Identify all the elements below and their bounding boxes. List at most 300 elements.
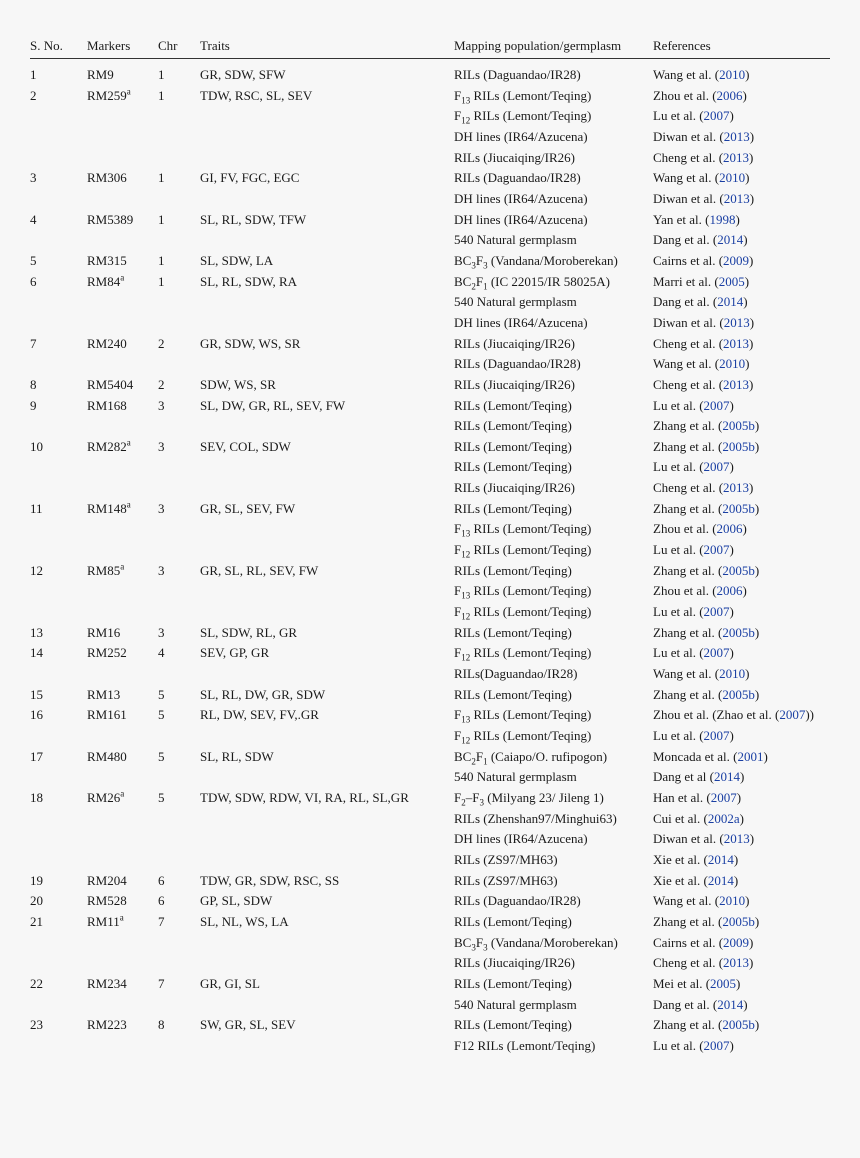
cell-sno: 22 xyxy=(30,975,43,991)
cell-population: RILs (Daguandao/IR28) xyxy=(454,67,581,82)
cell-reference xyxy=(653,871,830,892)
cell-chr: 2 xyxy=(158,376,165,392)
cell-traits: SEV, COL, SDW xyxy=(200,438,291,454)
cell-marker xyxy=(87,59,158,86)
cell-chr xyxy=(158,230,200,251)
reference-year-link[interactable]: 2013 xyxy=(723,190,750,206)
cell-traits xyxy=(200,664,454,685)
reference-authors: Yan et al. ( xyxy=(653,211,710,227)
reference-year-link[interactable]: 2013 xyxy=(723,314,750,330)
cell-sno xyxy=(30,416,87,437)
reference-year-link[interactable]: 2006 xyxy=(716,87,743,103)
cell-population: $F_{13}$ RILs (Lemont/Teqing) xyxy=(454,521,592,540)
reference-close: ) xyxy=(729,108,734,124)
reference-year-link[interactable]: 2009 xyxy=(723,252,750,268)
reference-authors: Diwan et al. ( xyxy=(653,314,724,330)
cell-population: $BC_2F_1$ (Caiapo/O. rufipogon) xyxy=(454,748,608,767)
reference-year-link[interactable]: 2014 xyxy=(707,851,734,867)
reference-year-link[interactable]: 1998 xyxy=(709,211,736,227)
cell-reference xyxy=(653,561,830,582)
table-row xyxy=(30,767,830,788)
cell-population: RILs (ZS97/MH63) xyxy=(454,851,558,867)
cell-reference xyxy=(653,292,830,313)
cell-marker xyxy=(87,933,158,954)
reference-close: ) xyxy=(729,1037,734,1053)
cell-marker xyxy=(87,705,158,726)
table-row xyxy=(30,1015,830,1036)
reference-authors: Lu et al. ( xyxy=(653,459,704,475)
cell-sno xyxy=(30,313,87,334)
reference-year-link[interactable]: 2013 xyxy=(723,376,750,392)
reference-year-link[interactable]: 2013 xyxy=(723,128,750,144)
reference-close: ) xyxy=(754,1017,760,1033)
reference-close: ) xyxy=(742,521,747,537)
cell-sno xyxy=(30,726,87,747)
reference-authors: Diwan et al. ( xyxy=(653,128,724,144)
cell-population: $BC_3F_3$ (Vandana/Moroberekan) xyxy=(454,252,618,271)
marker-name: RM259 xyxy=(87,87,127,103)
reference-authors: Zhang et al. ( xyxy=(653,1017,723,1033)
cell-reference xyxy=(653,581,830,602)
marker-name: RM161 xyxy=(87,707,127,723)
reference-close: ) xyxy=(729,728,734,743)
reference-year-link[interactable]: 2013 xyxy=(723,335,750,351)
cell-reference xyxy=(653,478,830,499)
cell-population: $F_{13}$ RILs (Lemont/Teqing) xyxy=(454,583,592,601)
cell-marker xyxy=(87,953,158,974)
cell-population: RILs (Lemont/Teqing) xyxy=(454,397,572,413)
marker-footnote: a xyxy=(126,437,131,448)
cell-sno xyxy=(30,809,87,830)
reference-year-link[interactable]: 2007 xyxy=(703,542,730,558)
reference-close: ) xyxy=(754,624,760,640)
cell-marker xyxy=(87,416,158,437)
cell-reference xyxy=(653,643,830,664)
reference-authors: Cheng et al. ( xyxy=(653,376,724,392)
reference-year-link[interactable]: 2007 xyxy=(779,707,806,723)
reference-authors: Zhang et al. ( xyxy=(653,562,723,578)
reference-year-link[interactable]: 2005b xyxy=(722,624,755,640)
cell-traits: TDW, GR, SDW, RSC, SS xyxy=(200,872,340,888)
cell-population: $F_{12}$ RILs (Lemont/Teqing) xyxy=(454,645,592,663)
cell-sno xyxy=(30,189,87,210)
marker-name: RM306 xyxy=(87,170,127,186)
reference-close: ) xyxy=(749,190,755,206)
cell-population: DH lines (IR64/Azucena) xyxy=(454,211,588,227)
marker-name: RM204 xyxy=(87,872,127,888)
marker-name: RM9 xyxy=(87,67,114,82)
cell-chr xyxy=(158,292,200,313)
reference-year-link[interactable]: 2007 xyxy=(703,108,730,124)
cell-sno xyxy=(30,457,87,478)
reference-year-link[interactable]: 2001 xyxy=(737,748,764,764)
cell-chr: 1 xyxy=(158,273,165,289)
reference-year-link[interactable]: 2010 xyxy=(719,666,746,682)
reference-close: ) xyxy=(754,562,760,578)
marker-footnote: a xyxy=(126,499,131,510)
reference-close: ) xyxy=(754,913,760,929)
table-row xyxy=(30,891,830,912)
table-row xyxy=(30,416,830,437)
reference-close: ) xyxy=(736,789,742,805)
table-row xyxy=(30,437,830,458)
reference-close: ) xyxy=(749,335,754,351)
cell-sno: 13 xyxy=(30,624,43,640)
cell-reference xyxy=(653,189,830,210)
marker-name: RM234 xyxy=(87,975,127,991)
cell-sno: 20 xyxy=(30,893,43,909)
cell-reference xyxy=(653,86,830,107)
cell-sno: 21 xyxy=(30,913,43,929)
cell-reference xyxy=(653,788,830,809)
cell-marker xyxy=(87,189,158,210)
cell-traits xyxy=(200,602,454,623)
cell-reference xyxy=(653,519,830,540)
cell-marker xyxy=(87,334,158,355)
cell-marker xyxy=(87,561,158,582)
reference-year-link[interactable]: 2013 xyxy=(723,480,750,496)
reference-authors: Zhou et al. ( xyxy=(653,521,717,537)
reference-year-link[interactable]: 2010 xyxy=(719,356,746,372)
table-row xyxy=(30,59,830,86)
cell-reference xyxy=(653,705,830,726)
cell-traits xyxy=(200,850,454,871)
reference-close: ) xyxy=(743,996,748,1012)
cell-chr: 5 xyxy=(158,707,165,723)
reference-year-link[interactable]: 2014 xyxy=(717,232,744,248)
header-population: Mapping population/germplasm xyxy=(454,38,622,53)
reference-close: ) xyxy=(745,893,750,909)
cell-traits: TDW, SDW, RDW, VI, RA, RL, SL,GR xyxy=(200,789,409,805)
reference-year-link[interactable]: 2006 xyxy=(716,583,743,599)
cell-population: $BC_3F_3$ (Vandana/Moroberekan) xyxy=(454,934,618,953)
reference-close: ) xyxy=(740,769,745,785)
cell-chr xyxy=(158,726,200,747)
reference-authors: Cheng et al. ( xyxy=(653,480,724,496)
cell-marker xyxy=(87,519,158,540)
cell-traits: SL, RL, SDW, TFW xyxy=(200,211,307,227)
reference-year-link[interactable]: 2007 xyxy=(703,459,730,475)
cell-traits: GR, SDW, WS, SR xyxy=(200,335,301,351)
cell-marker xyxy=(87,272,158,293)
cell-traits xyxy=(200,540,454,561)
reference-authors: Mei et al. ( xyxy=(653,975,711,991)
cell-chr: 5 xyxy=(158,748,165,764)
cell-traits: SL, SDW, LA xyxy=(200,252,274,268)
cell-chr: 7 xyxy=(158,913,165,929)
cell-sno xyxy=(30,1036,87,1057)
cell-marker xyxy=(87,788,158,809)
cell-population: $F_{12}$ RILs (Lemont/Teqing) xyxy=(454,728,592,746)
cell-population: F12 RILs (Lemont/Teqing) xyxy=(454,1037,596,1053)
cell-sno xyxy=(30,148,87,169)
cell-sno xyxy=(30,519,87,540)
cell-population: RILs (Lemont/Teqing) xyxy=(454,500,572,516)
cell-reference xyxy=(653,148,830,169)
cell-chr xyxy=(158,189,200,210)
reference-close: ) xyxy=(729,604,734,620)
reference-year-link[interactable]: 2007 xyxy=(703,397,730,413)
cell-chr xyxy=(158,457,200,478)
cell-sno xyxy=(30,829,87,850)
cell-traits: GR, SL, SEV, FW xyxy=(200,500,296,516)
reference-year-link[interactable]: 2013 xyxy=(723,831,750,847)
cell-traits: SL, RL, SDW, RA xyxy=(200,273,298,289)
cell-population: RILs(Daguandao/IR28) xyxy=(454,666,578,682)
cell-reference xyxy=(653,602,830,623)
cell-chr xyxy=(158,664,200,685)
cell-traits: SL, NL, WS, LA xyxy=(200,913,289,929)
cell-marker xyxy=(87,664,158,685)
cell-chr: 5 xyxy=(158,789,165,805)
reference-close: ) xyxy=(754,418,760,434)
cell-chr: 3 xyxy=(158,500,165,516)
reference-year-link[interactable]: 2005b xyxy=(722,686,755,702)
cell-traits xyxy=(200,416,454,437)
cell-chr: 1 xyxy=(158,170,165,186)
cell-chr: 6 xyxy=(158,872,165,888)
cell-sno: 16 xyxy=(30,707,43,723)
cell-sno: 14 xyxy=(30,645,43,661)
cell-sno: 23 xyxy=(30,1017,43,1033)
cell-marker xyxy=(87,86,158,107)
cell-population: $F_{12}$ RILs (Lemont/Teqing) xyxy=(454,108,592,126)
cell-traits xyxy=(200,809,454,830)
reference-year-link[interactable]: 2014 xyxy=(707,872,734,888)
reference-year-link[interactable]: 2014 xyxy=(717,294,744,310)
cell-sno: 6 xyxy=(30,273,37,289)
cell-population: 540 Natural germplasm xyxy=(454,232,577,248)
reference-year-link[interactable]: 2013 xyxy=(723,149,750,165)
marker-name: RM282 xyxy=(87,438,127,454)
reference-close: ) xyxy=(736,975,741,991)
cell-marker xyxy=(87,396,158,417)
cell-traits: TDW, RSC, SL, SEV xyxy=(200,87,313,103)
reference-authors: Wang et al. ( xyxy=(653,67,720,82)
reference-year-link[interactable]: 2005b xyxy=(722,500,755,516)
cell-traits: SL, RL, DW, GR, SDW xyxy=(200,686,326,702)
reference-year-link[interactable]: 2005b xyxy=(722,1017,755,1033)
table-row xyxy=(30,127,830,148)
marker-name: RM148 xyxy=(87,500,127,516)
cell-marker xyxy=(87,685,158,706)
cell-sno xyxy=(30,478,87,499)
reference-year-link[interactable]: 2005b xyxy=(722,418,755,434)
table-row xyxy=(30,168,830,189)
cell-marker xyxy=(87,767,158,788)
reference-year-link[interactable]: 2007 xyxy=(703,604,730,620)
cell-sno: 5 xyxy=(30,252,37,268)
reference-authors: Lu et al. ( xyxy=(653,542,704,558)
reference-year-link[interactable]: 2005b xyxy=(722,913,755,929)
cell-population: $F_{13}$ RILs (Lemont/Teqing) xyxy=(454,87,592,106)
cell-reference xyxy=(653,457,830,478)
marker-name: RM5404 xyxy=(87,376,134,392)
reference-year-link[interactable]: 2010 xyxy=(719,170,746,186)
reference-close: ) xyxy=(749,128,755,144)
reference-close: ) xyxy=(735,211,740,227)
reference-close: ) xyxy=(743,232,748,248)
cell-population: RILs (Lemont/Teqing) xyxy=(454,686,572,702)
cell-chr xyxy=(158,127,200,148)
reference-close: ) xyxy=(729,542,734,558)
table-header-row xyxy=(30,38,830,59)
cell-reference xyxy=(653,726,830,747)
cell-reference xyxy=(653,809,830,830)
cell-population: $BC_2F_1$ (IC 22015/IR 58025A) xyxy=(454,273,611,292)
table-row xyxy=(30,912,830,933)
cell-chr xyxy=(158,148,200,169)
cell-traits xyxy=(200,953,454,974)
reference-close: ) xyxy=(763,748,768,764)
reference-close: ) xyxy=(742,583,747,599)
cell-reference xyxy=(653,1036,830,1057)
marker-name: RM85 xyxy=(87,562,121,578)
cell-sno xyxy=(30,995,87,1016)
cell-sno: 7 xyxy=(30,335,37,351)
marker-name: RM13 xyxy=(87,686,121,702)
cell-chr: 4 xyxy=(158,645,165,661)
reference-year-link[interactable]: 2007 xyxy=(703,728,730,743)
cell-population: RILs (Jiucaiqing/IR26) xyxy=(454,149,575,165)
cell-traits: GR, SDW, SFW xyxy=(200,67,286,82)
reference-authors: Zhang et al. ( xyxy=(653,913,723,929)
cell-reference xyxy=(653,912,830,933)
reference-year-link[interactable]: 2014 xyxy=(714,769,741,785)
table-row xyxy=(30,478,830,499)
reference-year-link[interactable]: 2007 xyxy=(703,645,730,661)
table-row xyxy=(30,809,830,830)
cell-sno: 19 xyxy=(30,872,43,888)
cell-marker xyxy=(87,499,158,520)
table-row xyxy=(30,457,830,478)
marker-name: RM315 xyxy=(87,252,127,268)
reference-authors: Zhou et al. (Zhao et al. ( xyxy=(653,707,780,723)
cell-reference xyxy=(653,251,830,272)
cell-marker xyxy=(87,726,158,747)
reference-authors: Lu et al. ( xyxy=(653,604,704,620)
cell-reference xyxy=(653,623,830,644)
reference-authors: Lu et al. ( xyxy=(653,728,704,743)
table-row xyxy=(30,189,830,210)
cell-chr: 2 xyxy=(158,335,165,351)
reference-authors: Wang et al. ( xyxy=(653,666,720,682)
table-row xyxy=(30,705,830,726)
table-row xyxy=(30,375,830,396)
cell-population: RILs (Lemont/Teqing) xyxy=(454,624,572,640)
reference-year-link[interactable]: 2005 xyxy=(718,273,745,289)
reference-year-link[interactable]: 2005b xyxy=(722,562,755,578)
cell-population: RILs (Lemont/Teqing) xyxy=(454,418,572,434)
cell-reference xyxy=(653,891,830,912)
cell-population: RILs (Lemont/Teqing) xyxy=(454,975,572,991)
cell-reference xyxy=(653,106,830,127)
table-row xyxy=(30,499,830,520)
cell-marker xyxy=(87,581,158,602)
reference-close: ) xyxy=(742,87,747,103)
reference-year-link[interactable]: 2002a xyxy=(707,810,740,826)
cell-marker xyxy=(87,809,158,830)
cell-traits xyxy=(200,933,454,954)
cell-chr xyxy=(158,1036,200,1057)
reference-year-link[interactable]: 2009 xyxy=(723,934,750,950)
cell-marker xyxy=(87,623,158,644)
cell-marker xyxy=(87,974,158,995)
marker-footnote: a xyxy=(119,912,124,923)
reference-authors: Cairns et al. ( xyxy=(653,252,724,268)
cell-population: RILs (ZS97/MH63) xyxy=(454,872,558,888)
reference-authors: Zhang et al. ( xyxy=(653,624,723,640)
reference-authors: Wang et al. ( xyxy=(653,893,720,909)
cell-sno xyxy=(30,953,87,974)
cell-chr xyxy=(158,809,200,830)
cell-marker xyxy=(87,891,158,912)
cell-marker xyxy=(87,313,158,334)
reference-year-link[interactable]: 2013 xyxy=(723,955,750,971)
marker-name: RM240 xyxy=(87,335,127,351)
cell-sno xyxy=(30,230,87,251)
cell-sno xyxy=(30,127,87,148)
cell-sno: 12 xyxy=(30,562,43,578)
cell-sno: 11 xyxy=(30,500,43,516)
cell-reference xyxy=(653,953,830,974)
cell-sno xyxy=(30,933,87,954)
reference-year-link[interactable]: 2005b xyxy=(722,438,755,454)
cell-reference xyxy=(653,375,830,396)
table-row xyxy=(30,829,830,850)
cell-traits xyxy=(200,230,454,251)
reference-authors: Cui et al. ( xyxy=(653,810,708,826)
cell-sno xyxy=(30,581,87,602)
cell-reference xyxy=(653,230,830,251)
reference-year-link[interactable]: 2014 xyxy=(717,996,744,1012)
reference-authors: Zhang et al. ( xyxy=(653,418,723,434)
reference-close: ) xyxy=(745,67,750,82)
cell-chr: 1 xyxy=(158,211,165,227)
cell-traits xyxy=(200,189,454,210)
cell-reference xyxy=(653,995,830,1016)
table-row xyxy=(30,292,830,313)
cell-marker xyxy=(87,375,158,396)
cell-population: RILs (Daguandao/IR28) xyxy=(454,356,581,372)
reference-year-link[interactable]: 2010 xyxy=(719,893,746,909)
cell-marker xyxy=(87,602,158,623)
table-row xyxy=(30,210,830,231)
table-body xyxy=(30,59,830,1057)
cell-population: RILs (Lemont/Teqing) xyxy=(454,1017,572,1033)
cell-traits: SEV, GP, GR xyxy=(200,645,270,661)
cell-chr: 8 xyxy=(158,1017,165,1033)
cell-reference xyxy=(653,685,830,706)
reference-authors: Diwan et al. ( xyxy=(653,831,724,847)
reference-close: ) xyxy=(745,356,750,372)
header-traits: Traits xyxy=(200,38,230,53)
cell-marker xyxy=(87,210,158,231)
table-row xyxy=(30,623,830,644)
cell-marker xyxy=(87,437,158,458)
reference-year-link[interactable]: 2010 xyxy=(719,67,746,82)
cell-reference xyxy=(653,416,830,437)
table-row xyxy=(30,953,830,974)
reference-year-link[interactable]: 2005 xyxy=(710,975,737,991)
reference-year-link[interactable]: 2007 xyxy=(703,1037,730,1053)
cell-reference xyxy=(653,127,830,148)
reference-year-link[interactable]: 2006 xyxy=(716,521,743,537)
reference-authors: Han et al. ( xyxy=(653,789,711,805)
reference-year-link[interactable]: 2007 xyxy=(710,789,737,805)
reference-authors: Dang et al. ( xyxy=(653,996,718,1012)
cell-population: RILs (Lemont/Teqing) xyxy=(454,438,572,454)
